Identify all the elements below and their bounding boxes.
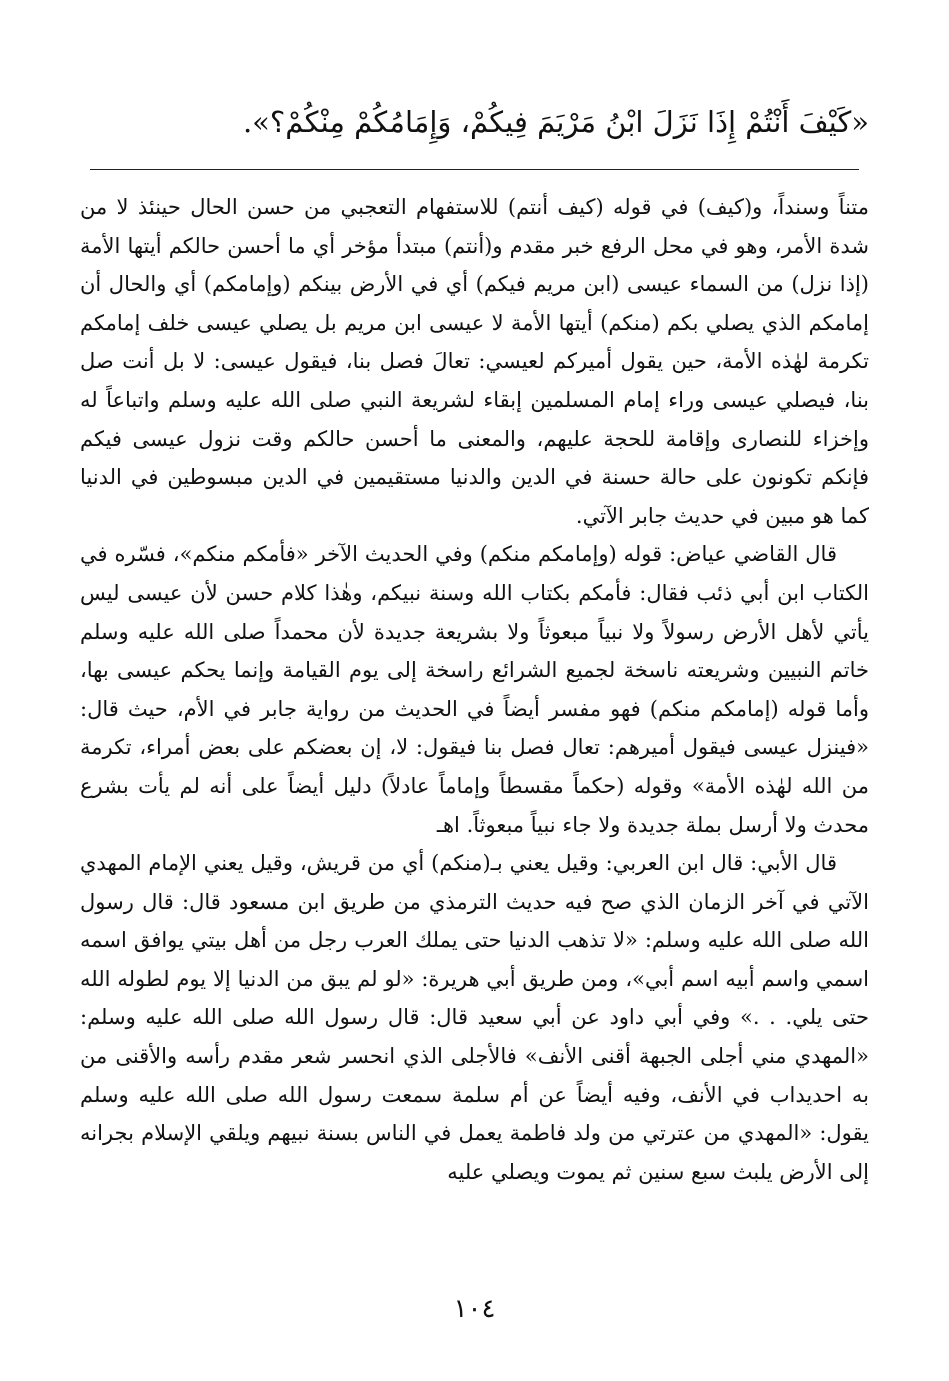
- commentary-paragraph: متناً وسنداً، و(كيف) في قوله (كيف أنتم) للاستفهام التعجبي من حسن الحال حينئذ لا من شدة الأمر، وهو في محل الرفع خبر مقدم و(أنتم) مبتدأ مؤخر أي ما أحسن حالكم أيتها الأمة (إذا نزل) من السماء عيسى (ابن مريم فيكم) أي في الأرض بينكم (وإمامكم) أي والحال أن إمامكم الذي يصلي بكم (منكم) أيتها الأمة لا عيسى ابن مريم بل يصلي عيسى خلف إمامكم تكرمة لهٰذه الأمة، حين يقول أميركم لعيسي: تعالَ فصل بنا، فيقول عيسى: لا بل أنت صل بنا، فيصلي عيسى وراء إمام المسلمين إبقاء لشريعة النبي صلى الله عليه وسلم واتباعاً له وإخزاء للنصارى وإقامة للحجة عليهم، والمعنى ما أحسن حالكم وقت نزول عيسى فيكم فإنكم تكونون على حالة حسنة في الدين والدنيا مستقيمين في الدين مبسوطين في الدنيا كما هو مبين في حديث جابر الآتي.: [80, 195, 869, 528]
- hadith-text: «كَيْفَ أَنْتُمْ إِذَا نَزَلَ ابْنُ مَرْيَمَ فِيكُمْ، وَإِمَامُكُمْ مِنْكُمْ؟».: [242, 105, 869, 139]
- commentary-paragraph: قال القاضي عياض: قوله (وإمامكم منكم) وفي الحديث الآخر «فأمكم منكم»، فسّره في الكتاب ابن أبي ذئب فقال: فأمكم بكتاب الله وسنة نبيكم، وهٰذا كلام حسن لأن عيسى ليس يأتي لأهل الأرض رسولاً ولا نبياً مبعوثاً ولا بشريعة جديدة لأن محمداً صلى الله عليه وسلم خاتم النبيين وشريعته ناسخة لجميع الشرائع راسخة إلى يوم القيامة وإنما يحكم عيسى بها، وأما قوله (إمامكم منكم) فهو مفسر أيضاً في الحديث من رواية جابر في الأم، حيث قال: «فينزل عيسى فيقول أميرهم: تعال فصل بنا فيقول: لا، إن بعضكم على بعض أمراء، تكرمة من الله لهٰذه الأمة» وقوله (حكماً مقسطاً وإماماً عادلاً) دليل أيضاً على أنه لم يأت بشرع محدث ولا أرسل بملة جديدة ولا جاء نبياً مبعوثاً. اهـ: [80, 542, 869, 837]
- commentary-paragraph: قال الأبي: قال ابن العربي: وقيل يعني بـ(منكم) أي من قريش، وقيل يعني الإمام المهدي الآتي في آخر الزمان الذي صح فيه حديث الترمذي من طريق ابن مسعود قال: قال رسول الله صلى الله عليه وسلم: «لا تذهب الدنيا حتى يملك العرب رجل من أهل بيتي يوافق اسمه اسمي واسم أبيه اسم أبي»، ومن طريق أبي هريرة: «لو لم يبق من الدنيا إلا يوم لطوله الله حتى يلي. . .» وفي أبي داود عن أبي سعيد قال: قال رسول الله صلى الله عليه وسلم: «المهدي مني أجلى الجبهة أقنى الأنف» فالأجلى الذي انحسر شعر مقدم رأسه والأقنى من به احديداب في الأنف، وفيه أيضاً عن أم سلمة سمعت رسول الله صلى الله عليه وسلم يقول: «المهدي من عترتي من ولد فاطمة يعمل في الناس بسنة نبيهم ويلقي الإسلام بجرانه إلى الأرض يلبث سبع سنين ثم يموت ويصلي عليه: [80, 851, 869, 1184]
- page-number: ١٠٤: [453, 1294, 496, 1324]
- commentary-block: [80, 188, 869, 1191]
- footnote-divider: [90, 169, 859, 170]
